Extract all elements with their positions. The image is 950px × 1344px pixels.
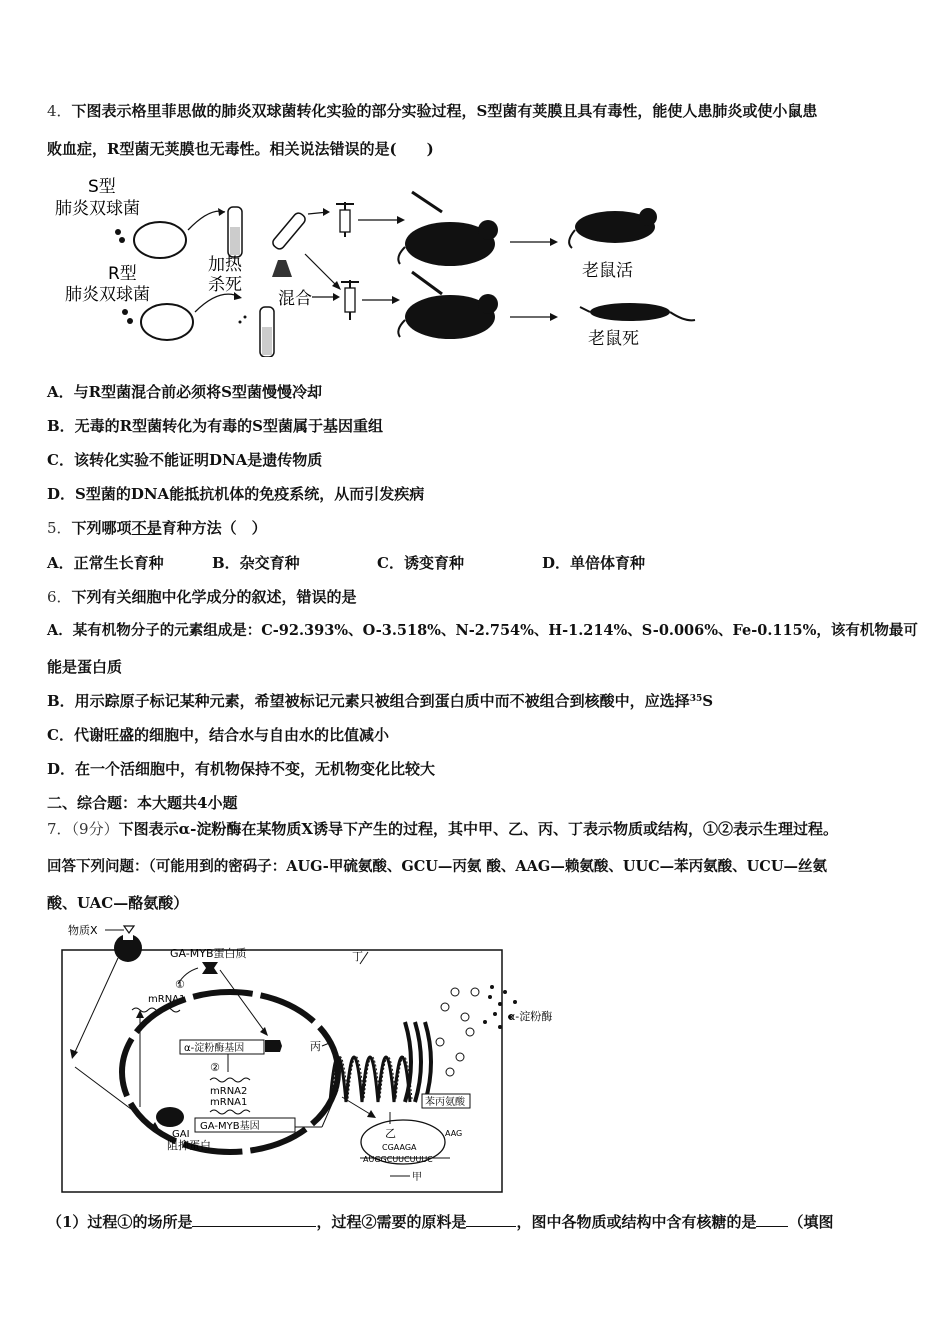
q6-stem bbox=[47, 587, 357, 607]
ding-label: 丁 bbox=[352, 950, 363, 963]
q4-stem-line1 bbox=[47, 101, 817, 121]
q7-score: （9分） bbox=[71, 820, 119, 838]
ga-myb-gene-label: GA-MYB基因 bbox=[200, 1121, 260, 1132]
q4-option-d: D．S型菌的DNA能抵抗机体的免疫系统，从而引发疾病 bbox=[47, 485, 425, 503]
answer-blank-3[interactable] bbox=[756, 1211, 788, 1227]
syringe-icon bbox=[336, 202, 354, 237]
kill-label: 杀死 bbox=[208, 275, 242, 295]
q6-option-b-text: B．用示踪原子标记某种元素，希望被标记元素只被组合到蛋白质中而不被组合到核酸中，应选择 bbox=[47, 692, 690, 710]
q5-stem-underlined: 不是 bbox=[131, 519, 162, 537]
dead-label: 老鼠死 bbox=[588, 329, 639, 349]
q6-option-c: C．代谢旺盛的细胞中，结合水与自由水的比值减小 bbox=[47, 726, 389, 744]
bing-label: 丙 bbox=[310, 1040, 321, 1053]
q6-option-a-line1: A．某有机物分子的元素组成是：C-92.393%、O-3.518%、N-2.754%、H-1.214%、S-0.006%、Fe-0.115%，该有机物最可 bbox=[47, 622, 918, 639]
q5-number: 5． bbox=[47, 519, 72, 537]
griffith-experiment-figure bbox=[50, 172, 700, 357]
q7-sub1-a: （1）过程①的场所是 bbox=[47, 1213, 193, 1231]
ga-myb-protein-label: GA-MYB蛋白质 bbox=[170, 947, 247, 960]
amylase-gene-label: α-淀粉酶基因 bbox=[184, 1043, 245, 1054]
q4-option-a: A．与R型菌混合前必须将S型菌慢慢冷却 bbox=[47, 383, 322, 401]
golgi-icon bbox=[405, 1022, 431, 1102]
ga-myb-bound-icon bbox=[265, 1040, 282, 1052]
q5-option-d: D．单倍体育种 bbox=[542, 554, 646, 572]
anticodon-label: CGAAGA bbox=[382, 1143, 417, 1152]
q5-option-a: A．正常生长育种 bbox=[47, 554, 164, 572]
gai-label: GAI bbox=[172, 1129, 190, 1140]
q7-sub1-c: ，图中各物质或结构中含有核糖的是 bbox=[516, 1213, 757, 1231]
mix-label: 混合 bbox=[278, 289, 312, 309]
r-type-label: R型 bbox=[108, 264, 137, 284]
q7-text-1: 下图表示α-淀粉酶在某物质X诱导下产生的过程，其中甲、乙、丙、丁表示物质或结构，①②表示生理过程。 bbox=[118, 820, 839, 838]
substance-x-label: 物质X bbox=[68, 924, 98, 937]
q6-option-a-line2: 能是蛋白质 bbox=[47, 658, 123, 676]
process-1-marker: ① bbox=[175, 978, 185, 991]
q6-option-b-post: S bbox=[702, 692, 714, 710]
q6-option-b bbox=[47, 691, 713, 711]
process-2-marker: ② bbox=[210, 1061, 220, 1074]
injection-syringe-icon-2 bbox=[412, 272, 442, 294]
q4-option-c: C．该转化实验不能证明DNA是遗传物质 bbox=[47, 451, 323, 469]
alive-label: 老鼠活 bbox=[582, 261, 633, 281]
section-2-heading: 二、综合题：本大题共4小题 bbox=[47, 794, 238, 812]
jia-label: 甲 bbox=[412, 1172, 422, 1183]
r-bacteria-icon bbox=[122, 304, 193, 340]
s-type-label-2: 肺炎双球菌 bbox=[55, 199, 140, 219]
q4-option-b: B．无毒的R型菌转化为有毒的S型菌属于基因重组 bbox=[47, 417, 383, 435]
mrna1-mid-label: mRNA1 bbox=[210, 1097, 248, 1108]
q7-stem-line1 bbox=[47, 819, 838, 839]
q7-stem-line3: 酸、UAC—酪氨酸） bbox=[47, 894, 189, 912]
receptor-icon bbox=[114, 934, 142, 962]
q7-sub1-d: （填图 bbox=[788, 1213, 834, 1231]
q5-options bbox=[47, 553, 645, 573]
q4-stem-line2: 败血症，R型菌无荚膜也无毒性。相关说法错误的是( ) bbox=[47, 140, 434, 158]
vesicles-icon bbox=[436, 988, 479, 1076]
answer-blank-1[interactable] bbox=[192, 1211, 316, 1227]
s-type-label: S型 bbox=[88, 177, 116, 197]
q7-stem-line2: 回答下列问题：（可能用到的密码子：AUG-甲硫氨酸、GCU—丙氨 酸、AAG—赖氨酸、UUC—苯丙氨酸、UCU—丝氨 bbox=[47, 858, 827, 875]
mouse-icon bbox=[398, 220, 498, 266]
gai-repressor-icon bbox=[156, 1107, 184, 1127]
dead-mouse-icon bbox=[580, 303, 695, 321]
q5-stem bbox=[47, 518, 267, 538]
q7-sub1 bbox=[47, 1211, 834, 1232]
heat-killed-tube-icon bbox=[228, 207, 242, 257]
r-tube-icon bbox=[239, 307, 275, 357]
q4-text-1: 下图表示格里菲思做的肺炎双球菌转化实验的部分实验过程，S型菌有荚膜且具有毒性，能使人患肺炎或使小鼠患 bbox=[71, 102, 818, 120]
heat-label: 加热 bbox=[208, 255, 242, 275]
tilted-tube-icon bbox=[271, 211, 307, 251]
substance-x-icon bbox=[124, 926, 134, 933]
q5-option-b: B．杂交育种 bbox=[212, 554, 300, 572]
q5-stem-pre: 下列哪项 bbox=[71, 519, 132, 537]
q6-number: 6． bbox=[47, 588, 72, 606]
s-bacteria-icon bbox=[115, 222, 186, 258]
burner-icon bbox=[272, 260, 292, 277]
mrna-seq-label: AUGGCUUCUUUC bbox=[363, 1155, 433, 1164]
ga-myb-protein-icon bbox=[202, 962, 218, 974]
mrna1-top-label: mRNA1 bbox=[148, 994, 186, 1005]
injection-syringe-icon bbox=[412, 192, 442, 212]
syringe-icon-2 bbox=[341, 280, 359, 320]
aag-label: AAG bbox=[445, 1129, 463, 1138]
q7-sub1-b: ，过程②需要的原料是 bbox=[316, 1213, 467, 1231]
yi-label: 乙 bbox=[385, 1127, 396, 1140]
live-mouse-icon bbox=[569, 208, 657, 248]
endoplasmic-reticulum-icon bbox=[330, 1057, 412, 1103]
q6-option-d: D．在一个活细胞中，有机物保持不变，无机物变化比较大 bbox=[47, 760, 436, 778]
q5-stem-post: 育种方法（ ） bbox=[161, 519, 267, 537]
q7-number: 7． bbox=[47, 820, 72, 838]
q6-stem-text: 下列有关细胞中化学成分的叙述，错误的是 bbox=[71, 588, 357, 606]
mrna2-label: mRNA2 bbox=[210, 1086, 248, 1097]
repressor-label: 阻抑蛋白 bbox=[167, 1139, 211, 1152]
alpha-amylase-label: α-淀粉酶 bbox=[508, 1010, 553, 1023]
amylase-induction-figure bbox=[60, 922, 560, 1194]
q5-option-c: C．诱变育种 bbox=[377, 554, 464, 572]
mouse-icon-2 bbox=[398, 294, 498, 339]
r-type-label-2: 肺炎双球菌 bbox=[65, 285, 150, 305]
phe-label: 苯丙氨酸 bbox=[425, 1097, 465, 1108]
q6-option-b-sup: 35 bbox=[689, 694, 703, 704]
q4-number: 4． bbox=[47, 102, 72, 120]
answer-blank-2[interactable] bbox=[466, 1211, 516, 1227]
